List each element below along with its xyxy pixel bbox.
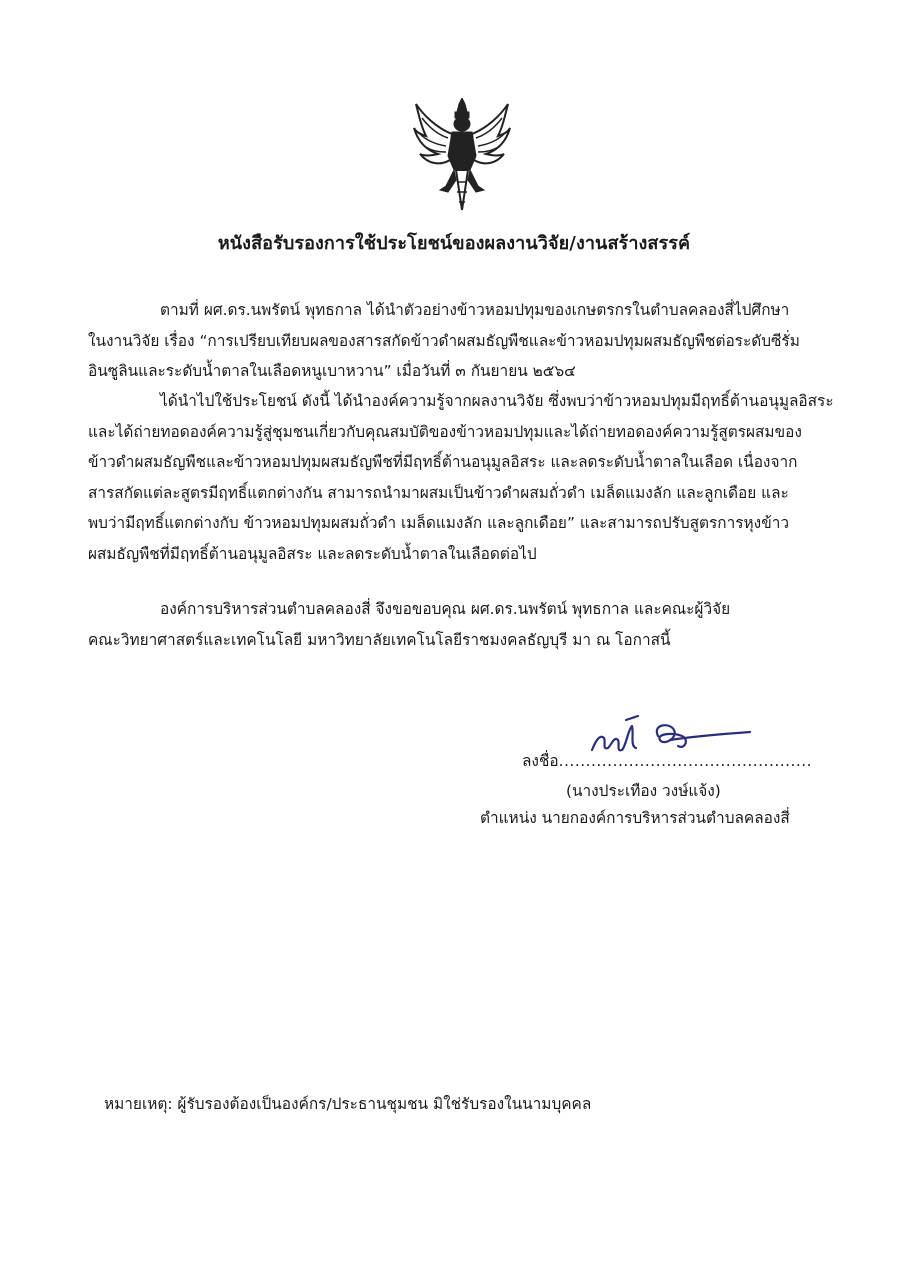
- signer-name: (นางประเทือง วงษ์แจ้ง): [566, 782, 721, 800]
- signature-line: [522, 748, 812, 773]
- paragraph-acknowledgement: [88, 594, 863, 655]
- paragraph-line: และได้ถ่ายทอดองค์ความรู้สู่ชุมชนเกี่ยวกับคุณสมบัติของข้าวหอมปทุมและได้ถ่ายทอดองค์ความรู้สูตรผสมของ: [88, 422, 802, 441]
- paragraph-line: ตามที่ ผศ.ดร.นพรัตน์ พุทธกาล ได้นำตัวอย่างข้าวหอมปทุมของเกษตรกรในตำบลคลองสี่ไปศึกษา: [160, 301, 790, 319]
- paragraph-research-reference: [88, 295, 863, 387]
- signature-dots: ...............................................: [558, 752, 813, 770]
- paragraph-line: ข้าวดำผสมธัญพืชและข้าวหอมปทุมผสมธัญพืชที่มีฤทธิ์ต้านอนุมูลอิสระ และลดระดับน้ำตาลในเลือด เนื่องจาก: [88, 453, 798, 472]
- paragraph-line: ได้นำไปใช้ประโยชน์ ดังนี้ ได้นำองค์ความรู้จากผลงานวิจัย ซึ่งพบว่าข้าวหอมปทุมมีฤทธิ์ต้านอนุมูลอิสระ: [160, 392, 834, 410]
- paragraph-line: ในงานวิจัย เรื่อง “การเปรียบเทียบผลของสารสกัดข้าวดำผสมธัญพืชและข้าวหอมปทุมผสมธัญพืชต่อระดับซีรั่ม: [88, 331, 800, 350]
- paragraph-utilization: [88, 386, 863, 570]
- document-title: หนังสือรับรองการใช้ประโยชน์ของผลงานวิจัย/งานสร้างสรรค์: [217, 233, 691, 254]
- signature-label: ลงชื่อ: [522, 752, 559, 770]
- footnote: หมายเหตุ: ผู้รับรองต้องเป็นองค์กร/ประธานชุมชน มิใช่รับรองในนามบุคคล: [104, 1095, 592, 1113]
- paragraph-line: ผสมธัญพืชที่มีฤทธิ์ต้านอนุมูลอิสระ และลดระดับน้ำตาลในเลือดต่อไป: [88, 544, 537, 563]
- paragraph-line: อินซูลินและระดับน้ำตาลในเลือดหนูเบาหวาน” เมื่อวันที่ ๓ กันยายน ๒๕๖๔: [88, 362, 576, 381]
- paragraph-line: คณะวิทยาศาสตร์และเทคโนโลยี มหาวิทยาลัยเทคโนโลยีราชมงคลธัญบุรี มา ณ โอกาสนี้: [88, 630, 671, 649]
- garuda-emblem-icon: [412, 98, 512, 216]
- paragraph-line: พบว่ามีฤทธิ์แตกต่างกับ ข้าวหอมปทุมผสมถั่วดำ เมล็ดแมงลัก และลูกเดือย” และสามารถปรับสูตรการหุงข้าว: [88, 514, 789, 533]
- signer-position: ตำแหน่ง นายกองค์การบริหารส่วนตำบลคลองสี่: [480, 809, 790, 827]
- paragraph-line: องค์การบริหารส่วนตำบลคลองสี่ จึงขอขอบคุณ ผศ.ดร.นพรัตน์ พุทธกาล และคณะผู้วิจัย: [160, 600, 731, 618]
- paragraph-line: สารสกัดแต่ละสูตรมีฤทธิ์แตกต่างกัน สามารถนำมาผสมเป็นข้าวดำผสมถั่วดำ เมล็ดแมงลัก และลูกเดือย และ: [88, 483, 789, 502]
